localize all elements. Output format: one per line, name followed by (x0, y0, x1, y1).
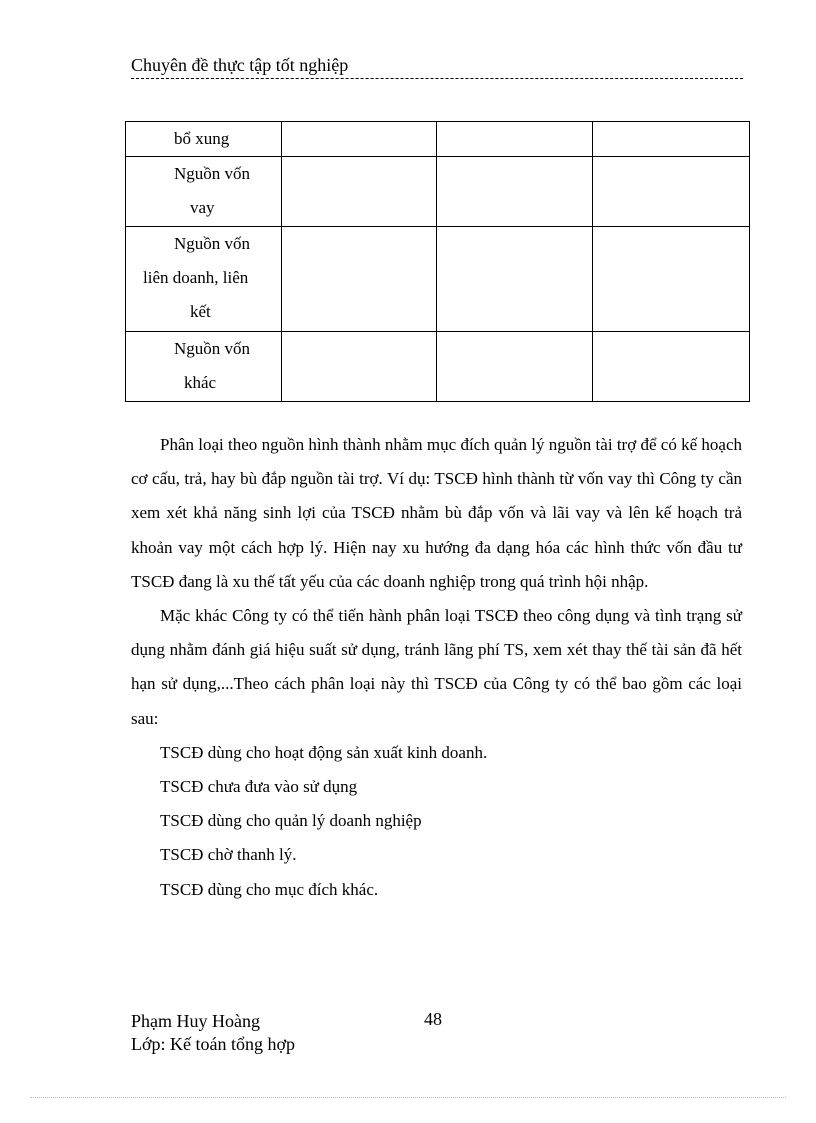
table-cell (282, 227, 437, 332)
table-cell (437, 227, 593, 332)
label-line: bổ xung (174, 129, 230, 148)
label-line: Nguồn vốn (174, 234, 251, 253)
table-row (126, 332, 750, 402)
body-text (131, 428, 742, 907)
table-row (126, 157, 750, 227)
label-line: liên doanh, liên (143, 268, 249, 287)
paragraph: Mặc khác Công ty có thể tiến hành phân loại TSCĐ theo công dụng và tình trạng sử dụng nhằm đánh giá hiệu suất sử dụng, tránh lãng phí TS, xem xét thay thế tài sản đã hết hạn sử dụng,...Theo cách phân loại này thì TSCĐ của Công ty có thể bao gồm các loại sau: (131, 606, 742, 728)
label-line: Nguồn vốn (174, 339, 251, 358)
label-line: vay (190, 198, 215, 217)
table-cell (593, 122, 750, 157)
label-line: kết (190, 302, 211, 321)
page-header (131, 52, 743, 79)
table-row (126, 227, 750, 332)
list-item: TSCĐ chờ thanh lý. (160, 845, 297, 865)
footer-class: Lớp: Kế toán tổng hợp (131, 1034, 296, 1054)
page-number: 48 (424, 1009, 442, 1029)
label-line: khác (184, 373, 217, 392)
table-cell (437, 332, 593, 402)
table-row-label (126, 122, 282, 157)
page-bottom-divider (30, 1097, 786, 1098)
label-line: Nguồn vốn (174, 164, 251, 183)
table-cell (282, 157, 437, 227)
header-title: Chuyên đề thực tập tốt nghiệp (131, 55, 349, 75)
footer-author: Phạm Huy Hoàng (131, 1011, 260, 1031)
list-item: TSCĐ chưa đưa vào sử dụng (160, 777, 358, 797)
table-row (126, 122, 750, 157)
table-cell (593, 157, 750, 227)
table-cell (282, 332, 437, 402)
funding-source-table (125, 121, 750, 402)
list-item: TSCĐ dùng cho quản lý doanh nghiệp (160, 811, 422, 831)
table-cell (593, 332, 750, 402)
table-cell (437, 157, 593, 227)
table-cell (593, 227, 750, 332)
table-row-label (126, 227, 282, 332)
table-cell (282, 122, 437, 157)
list-item: TSCĐ dùng cho mục đích khác. (160, 879, 379, 899)
table-row-label (126, 157, 282, 227)
table-row-label (126, 332, 282, 402)
list-item: TSCĐ dùng cho hoạt động sản xuất kinh doanh. (160, 742, 488, 762)
table-cell (437, 122, 593, 157)
paragraph: Phân loại theo nguồn hình thành nhằm mục đích quản lý nguồn tài trợ để có kế hoạch cơ cấu, trả, hay bù đắp nguồn tài trợ. Ví dụ: TSCĐ hình thành từ vốn vay thì Công ty cần xem xét khả năng sinh lợi của TSCĐ nhằm bù đắp vốn và lãi vay và lên kế hoạch trả khoản vay một cách hợp lý. Hiện nay xu hướng đa dạng hóa các hình thức vốn đầu tư TSCĐ đang là xu thế tất yếu của các doanh nghiệp trong quá trình hội nhập. (131, 435, 742, 591)
